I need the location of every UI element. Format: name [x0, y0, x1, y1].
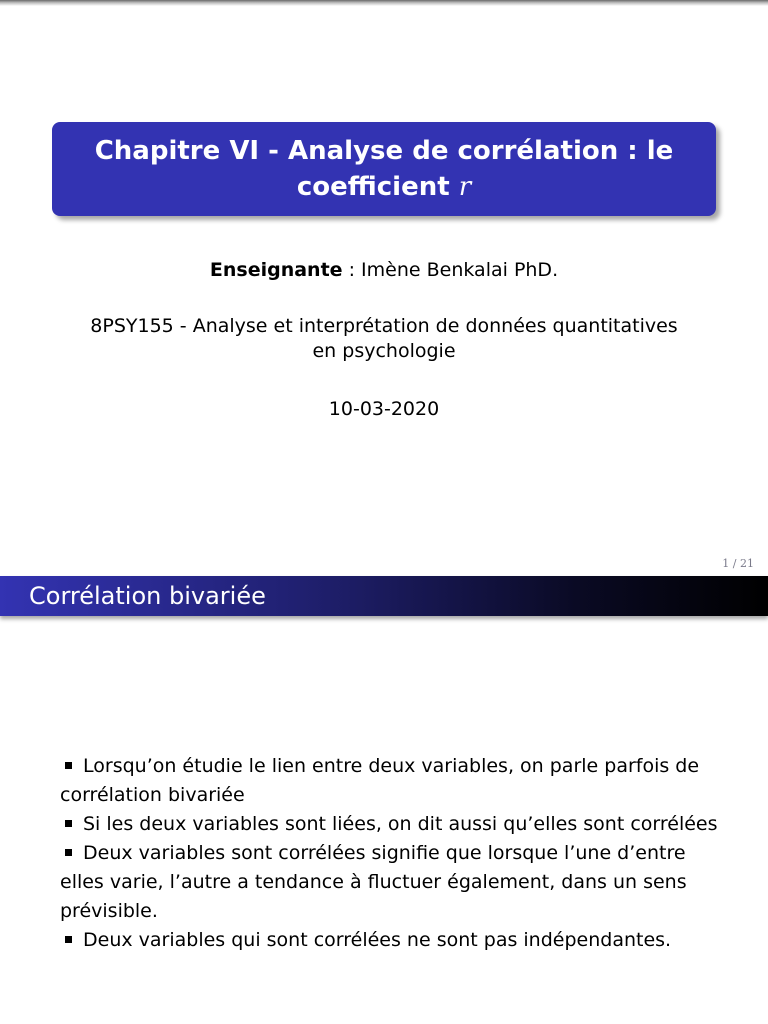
list-item-text: Lorsqu’on étudie le lien entre deux variables, on parle parfois de corrélation bivariée	[60, 755, 700, 806]
square-bullet-icon	[65, 820, 72, 827]
page-number: 1 / 21	[722, 557, 754, 570]
slide-title-text: Chapitre VI - Analyse de corrélation : le coefficient	[94, 136, 674, 202]
frame-title: Corrélation bivariée	[29, 582, 266, 610]
square-bullet-icon	[65, 762, 72, 769]
list-item-text: Si les deux variables sont liées, on dit aussi qu’elles sont corrélées	[83, 813, 718, 835]
bullet-list	[60, 752, 720, 955]
title-box	[52, 122, 716, 216]
course-name: 8PSY155 - Analyse et interprétation de données quantitatives en psychologie	[90, 315, 678, 362]
slide-title-math: r	[458, 172, 472, 202]
list-item	[60, 752, 720, 810]
list-item	[60, 810, 720, 839]
slide-title	[84, 133, 684, 205]
author-line	[0, 257, 768, 283]
list-item-text: Deux variables qui sont corrélées ne sont pas indépendantes.	[83, 929, 672, 951]
list-item	[60, 839, 720, 926]
square-bullet-icon	[65, 936, 72, 943]
author-label: Enseignante	[209, 259, 343, 281]
author-name: Imène Benkalai PhD.	[361, 259, 559, 281]
presentation-date: 10-03-2020	[328, 398, 440, 420]
list-item-text: Deux variables sont corrélées signifie que lorsque l’une d’entre elles varie, l’autre a tendance à fluctuer également, dans un sens prévisible.	[60, 842, 687, 922]
list-item	[60, 926, 720, 955]
frame-title-bar	[0, 576, 768, 616]
square-bullet-icon	[65, 849, 72, 856]
author-separator: :	[342, 259, 362, 281]
